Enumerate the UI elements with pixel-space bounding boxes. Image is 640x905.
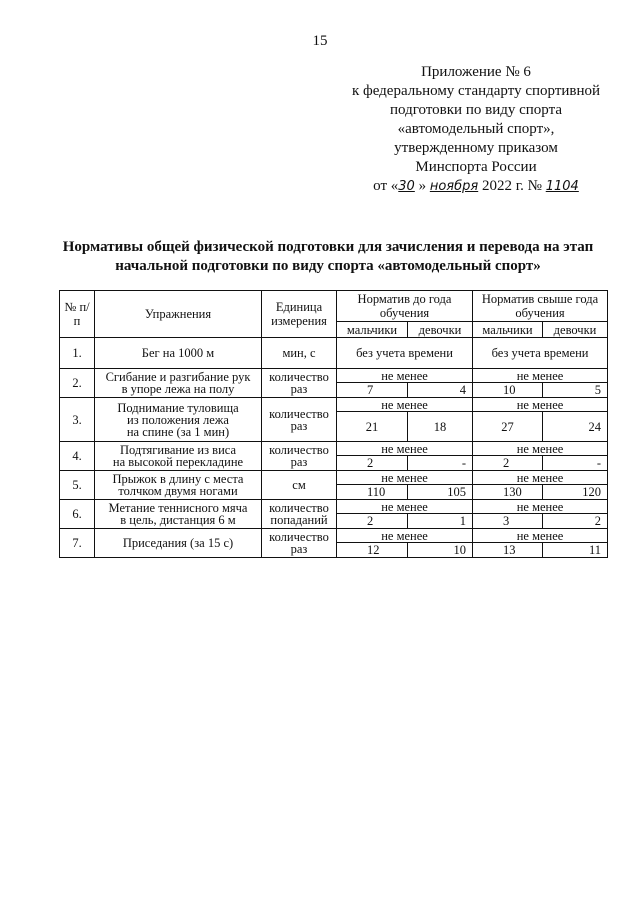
appendix-line: к федеральному стандарту спортивной <box>351 83 601 99</box>
unit-line: раз <box>290 418 308 433</box>
exercise-line: Метание теннисного мяча <box>108 501 248 515</box>
norm-label: не менее <box>337 369 473 383</box>
girls-value: 1 <box>408 514 473 529</box>
exercise-name: Приседания (за 15 с) <box>95 529 262 558</box>
unit-line: количество <box>269 530 329 544</box>
exercise-line: на спине (за 1 мин) <box>126 424 230 439</box>
boys-value: 10 <box>473 383 543 398</box>
col-header-girls: девочки <box>408 322 473 338</box>
girls-value: 10 <box>408 543 473 558</box>
norm-label: не менее <box>473 442 608 456</box>
girls-value: 5 <box>543 383 608 398</box>
title-line: начальной подготовки по виду спорта «автомодельный спорт» <box>115 258 541 274</box>
norm-label: не менее <box>473 529 608 543</box>
exercise-line: Поднимание туловища <box>117 400 239 415</box>
exercise-name <box>95 442 262 471</box>
norm-value: без учета времени <box>337 338 473 369</box>
girls-value: - <box>408 456 473 471</box>
table-row <box>60 398 608 412</box>
col-header-number: № п/п <box>60 291 95 338</box>
appendix-line: подготовки по виду спорта <box>390 102 562 118</box>
unit-line: раз <box>290 542 308 556</box>
girls-value: 24 <box>543 412 608 442</box>
exercise-name <box>95 471 262 500</box>
exercise-line: на высокой перекладине <box>112 455 244 469</box>
unit-cell <box>262 398 337 442</box>
unit-line: попаданий <box>270 513 328 527</box>
unit-cell: мин, с <box>262 338 337 369</box>
norm-value: без учета времени <box>473 338 608 369</box>
unit-cell: см <box>262 471 337 500</box>
table-row <box>60 529 608 543</box>
table-row <box>60 471 608 485</box>
boys-value: 110 <box>337 485 408 500</box>
boys-value: 13 <box>473 543 543 558</box>
exercise-name <box>95 369 262 398</box>
boys-value: 3 <box>473 514 543 529</box>
col-header-boys: мальчики <box>473 322 543 338</box>
exercise-name <box>95 500 262 529</box>
order-date-line <box>340 177 612 196</box>
col-header-boys: мальчики <box>337 322 408 338</box>
date-year: 2022 г. № <box>481 178 542 194</box>
row-number: 5. <box>60 471 95 500</box>
row-number: 4. <box>60 442 95 471</box>
page-number: 15 <box>312 33 328 49</box>
table-row <box>60 338 608 369</box>
girls-value: 120 <box>543 485 608 500</box>
norm-label: не менее <box>473 369 608 383</box>
exercise-line: толчком двумя ногами <box>118 484 238 498</box>
boys-value: 7 <box>337 383 408 398</box>
norm-label: не менее <box>337 398 473 412</box>
row-number: 1. <box>60 338 95 369</box>
handwritten-order-number: 1104 <box>545 179 579 194</box>
unit-cell <box>262 529 337 558</box>
standards-table <box>59 290 608 558</box>
col-header-norm-first-year: Норматив до года обучения <box>337 291 473 322</box>
exercise-line: из положения лежа <box>127 412 229 427</box>
girls-value: 105 <box>408 485 473 500</box>
row-number: 7. <box>60 529 95 558</box>
handwritten-month: ноября <box>429 179 479 194</box>
col-header-exercise: Упражнения <box>95 291 262 338</box>
table-row <box>60 369 608 383</box>
row-number: 3. <box>60 398 95 442</box>
unit-line: раз <box>290 455 308 469</box>
col-header-norm-over-year: Норматив свыше года обучения <box>473 291 608 322</box>
appendix-line: утвержденному приказом <box>394 140 558 156</box>
exercise-line: Подтягивание из виса <box>119 443 237 457</box>
date-mid: » <box>418 178 427 194</box>
boys-value: 27 <box>473 412 543 442</box>
boys-value: 2 <box>337 514 408 529</box>
boys-value: 130 <box>473 485 543 500</box>
exercise-line: в упоре лежа на полу <box>121 382 235 396</box>
table-row <box>60 442 608 456</box>
unit-cell <box>262 500 337 529</box>
girls-value: 18 <box>408 412 473 442</box>
boys-value: 2 <box>473 456 543 471</box>
title-line: Нормативы общей физической подготовки для зачисления и перевода на этап <box>62 239 594 255</box>
row-number: 2. <box>60 369 95 398</box>
appendix-header <box>340 63 612 196</box>
norm-label: не менее <box>337 471 473 485</box>
unit-line: раз <box>290 382 308 396</box>
unit-line: количество <box>269 501 329 515</box>
unit-line: количество <box>269 370 329 384</box>
handwritten-day: 30 <box>398 179 415 194</box>
norm-label: не менее <box>337 529 473 543</box>
unit-cell <box>262 369 337 398</box>
exercise-line: Прыжок в длину с места <box>112 472 244 486</box>
exercise-line: Сгибание и разгибание рук <box>105 370 251 384</box>
girls-value: 4 <box>408 383 473 398</box>
girls-value: 2 <box>543 514 608 529</box>
col-header-unit: Единица измерения <box>262 291 337 338</box>
boys-value: 2 <box>337 456 408 471</box>
document-title <box>40 238 616 276</box>
norm-label: не менее <box>473 500 608 514</box>
unit-cell <box>262 442 337 471</box>
date-prefix: от « <box>373 178 399 194</box>
appendix-line: «автомодельный спорт», <box>397 121 555 137</box>
exercise-name <box>95 398 262 442</box>
col-header-girls: девочки <box>543 322 608 338</box>
unit-line: количество <box>269 443 329 457</box>
exercise-line: в цель, дистанция 6 м <box>120 513 236 527</box>
row-number: 6. <box>60 500 95 529</box>
appendix-line: Минспорта России <box>415 159 537 175</box>
norm-label: не менее <box>337 500 473 514</box>
exercise-name: Бег на 1000 м <box>95 338 262 369</box>
girls-value: - <box>543 456 608 471</box>
header-row <box>60 291 608 322</box>
norm-label: не менее <box>473 398 608 412</box>
girls-value: 11 <box>543 543 608 558</box>
norm-label: не менее <box>337 442 473 456</box>
boys-value: 21 <box>337 412 408 442</box>
boys-value: 12 <box>337 543 408 558</box>
unit-line: количество <box>269 406 329 421</box>
appendix-line: Приложение № 6 <box>421 64 531 80</box>
table-row <box>60 500 608 514</box>
norm-label: не менее <box>473 471 608 485</box>
